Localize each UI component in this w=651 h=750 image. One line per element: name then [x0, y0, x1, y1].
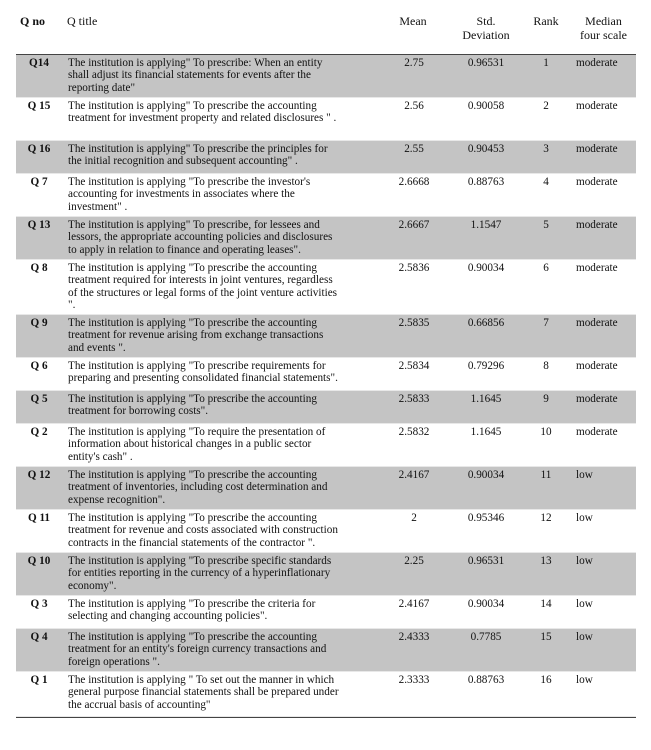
table-row: [16, 424, 636, 467]
question-number: Q 2: [30, 426, 48, 438]
median-value: moderate: [576, 143, 618, 155]
std-deviation-value: 0.90034: [467, 598, 505, 610]
std-deviation-value: 0.7785: [470, 631, 502, 643]
table-row: [16, 553, 636, 596]
table-row: [16, 596, 636, 629]
question-number: Q 13: [27, 219, 51, 231]
table-row: [16, 217, 636, 260]
median-value: moderate: [576, 57, 618, 69]
question-number: Q 1: [30, 674, 48, 686]
mean-value: 2.4333: [398, 631, 430, 643]
mean-value: 2.4167: [398, 469, 430, 481]
table-row: [16, 98, 636, 141]
header-rank: Rank: [533, 14, 559, 28]
header-median: Median four scale: [580, 14, 627, 42]
header-q-title: Q title: [67, 14, 98, 28]
table-row: [16, 55, 636, 98]
std-deviation-value: 0.90034: [467, 262, 505, 274]
question-number: Q 9: [30, 317, 48, 329]
std-deviation-value: 0.96531: [467, 57, 505, 69]
rank-value: 6: [543, 262, 549, 274]
mean-value: 2.4167: [398, 598, 430, 610]
header-mean: Mean: [399, 14, 427, 28]
table-row: [16, 391, 636, 424]
question-title: The institution is applying "To prescribe the accounting treatment for an entity's foreign currency transactions and foreign operations ".: [68, 631, 327, 668]
std-deviation-value: 1.1645: [470, 426, 502, 438]
median-value: moderate: [576, 317, 618, 329]
rank-value: 7: [543, 317, 549, 329]
question-title: The institution is applying" To prescribe the principles for the initial recognition and subsequent accounting" .: [68, 143, 328, 168]
question-number: Q 5: [30, 393, 48, 405]
question-number: Q 4: [30, 631, 48, 643]
question-title: The institution is applying" To prescribe the accounting treatment for investment property and related disclosures " .: [68, 100, 337, 125]
mean-value: 2.75: [404, 57, 424, 69]
rank-value: 2: [543, 100, 549, 112]
question-title: The institution is applying " To set out the manner in which general purpose financial statements shall be prepared under the accrual basis of accounting": [68, 674, 339, 711]
median-value: moderate: [576, 360, 618, 372]
rank-value: 11: [540, 469, 552, 481]
question-number: Q 10: [27, 555, 51, 567]
rank-value: 1: [543, 57, 549, 69]
median-value: low: [576, 512, 593, 524]
question-title: The institution is applying "To prescribe the investor's accounting for investments in associates where the investment" .: [68, 176, 311, 213]
median-value: moderate: [576, 100, 618, 112]
mean-value: 2.6668: [398, 176, 430, 188]
rank-value: 3: [543, 143, 549, 155]
table-bottom-rule: [16, 717, 636, 718]
median-value: moderate: [576, 262, 618, 274]
mean-value: 2.5835: [398, 317, 430, 329]
median-value: low: [576, 674, 593, 686]
std-deviation-value: 0.66856: [467, 317, 505, 329]
table-row: [16, 672, 636, 717]
std-deviation-value: 0.79296: [467, 360, 505, 372]
ranking-table: [16, 8, 636, 718]
table-row: [16, 315, 636, 358]
question-title: The institution is applying "To prescribe the accounting treatment required for interests in joint ventures, regardless of the structures or legal forms of the joint venture activities ".: [68, 262, 338, 312]
std-deviation-value: 0.96531: [467, 555, 505, 567]
question-number: Q 11: [27, 512, 51, 524]
question-title: The institution is applying "To prescribe the accounting treatment for borrowing costs".: [68, 393, 317, 418]
question-number: Q 8: [30, 262, 48, 274]
question-title: The institution is applying "To prescribe the accounting treatment of inventories, including cost determination and expense recognition".: [68, 469, 328, 506]
rank-value: 9: [543, 393, 549, 405]
rank-value: 14: [540, 598, 552, 610]
mean-value: 2.5833: [398, 393, 430, 405]
table-row: [16, 467, 636, 510]
table-row: [16, 510, 636, 553]
mean-value: 2.55: [404, 143, 424, 155]
mean-value: 2.5836: [398, 262, 430, 274]
std-deviation-value: 1.1645: [470, 393, 502, 405]
mean-value: 2.5834: [398, 360, 430, 372]
table-body: [16, 55, 636, 717]
rank-value: 15: [540, 631, 552, 643]
std-deviation-value: 0.88763: [467, 176, 505, 188]
median-value: moderate: [576, 426, 618, 438]
median-value: moderate: [576, 393, 618, 405]
rank-value: 10: [540, 426, 552, 438]
median-value: moderate: [576, 176, 618, 188]
question-title: The institution is applying "To prescribe requirements for preparing and presenting consolidated financial statements".: [68, 360, 338, 385]
mean-value: 2: [411, 512, 417, 524]
mean-value: 2.56: [404, 100, 424, 112]
mean-value: 2.25: [404, 555, 424, 567]
question-number: Q14: [29, 57, 49, 69]
question-title: The institution is applying "To prescribe the criteria for selecting and changing accounting policies".: [68, 598, 316, 623]
rank-value: 12: [540, 512, 552, 524]
median-value: low: [576, 631, 593, 643]
rank-value: 4: [543, 176, 549, 188]
question-title: The institution is applying "To require the presentation of information about historical changes in a public sector entity's cash" .: [68, 426, 326, 463]
table-row: [16, 629, 636, 672]
question-title: The institution is applying "To prescribe the accounting treatment for revenue and costs associated with construction contracts in the financial statements of the contractor ".: [68, 512, 338, 549]
median-value: low: [576, 469, 593, 481]
question-number: Q 3: [30, 598, 48, 610]
question-title: The institution is applying" To prescribe, for lessees and lessors, the appropriate accounting policies and disclosures to apply in relation to finance and operating leases".: [68, 219, 333, 256]
rank-value: 5: [543, 219, 549, 231]
std-deviation-value: 0.90034: [467, 469, 505, 481]
median-value: low: [576, 598, 593, 610]
table-row: [16, 141, 636, 174]
rank-value: 16: [540, 674, 552, 686]
median-value: moderate: [576, 219, 618, 231]
question-title: The institution is applying "To prescribe specific standards for entities reporting in the currency of a hyperinflationary economy".: [68, 555, 332, 592]
mean-value: 2.6667: [398, 219, 430, 231]
std-deviation-value: 0.90058: [467, 100, 505, 112]
mean-value: 2.3333: [398, 674, 430, 686]
table-row: [16, 174, 636, 217]
question-title: The institution is applying" To prescribe: When an entity shall adjust its financial statements for events after the reporting date": [68, 57, 323, 94]
question-number: Q 6: [30, 360, 48, 372]
std-deviation-value: 1.1547: [470, 219, 502, 231]
rank-value: 13: [540, 555, 552, 567]
table-row: [16, 260, 636, 315]
question-number: Q 12: [27, 469, 51, 481]
question-number: Q 7: [30, 176, 48, 188]
question-number: Q 16: [27, 143, 51, 155]
table-header: [16, 8, 636, 55]
std-deviation-value: 0.95346: [467, 512, 505, 524]
std-deviation-value: 0.88763: [467, 674, 505, 686]
question-number: Q 15: [27, 100, 51, 112]
median-value: low: [576, 555, 593, 567]
table-row: [16, 358, 636, 391]
mean-value: 2.5832: [398, 426, 430, 438]
std-deviation-value: 0.90453: [467, 143, 505, 155]
rank-value: 8: [543, 360, 549, 372]
header-q-no: Q no: [20, 14, 46, 28]
question-title: The institution is applying "To prescribe the accounting treatment for revenue arising from exchange transactions and events ".: [68, 317, 324, 354]
header-std-deviation: Std. Deviation: [462, 14, 510, 42]
